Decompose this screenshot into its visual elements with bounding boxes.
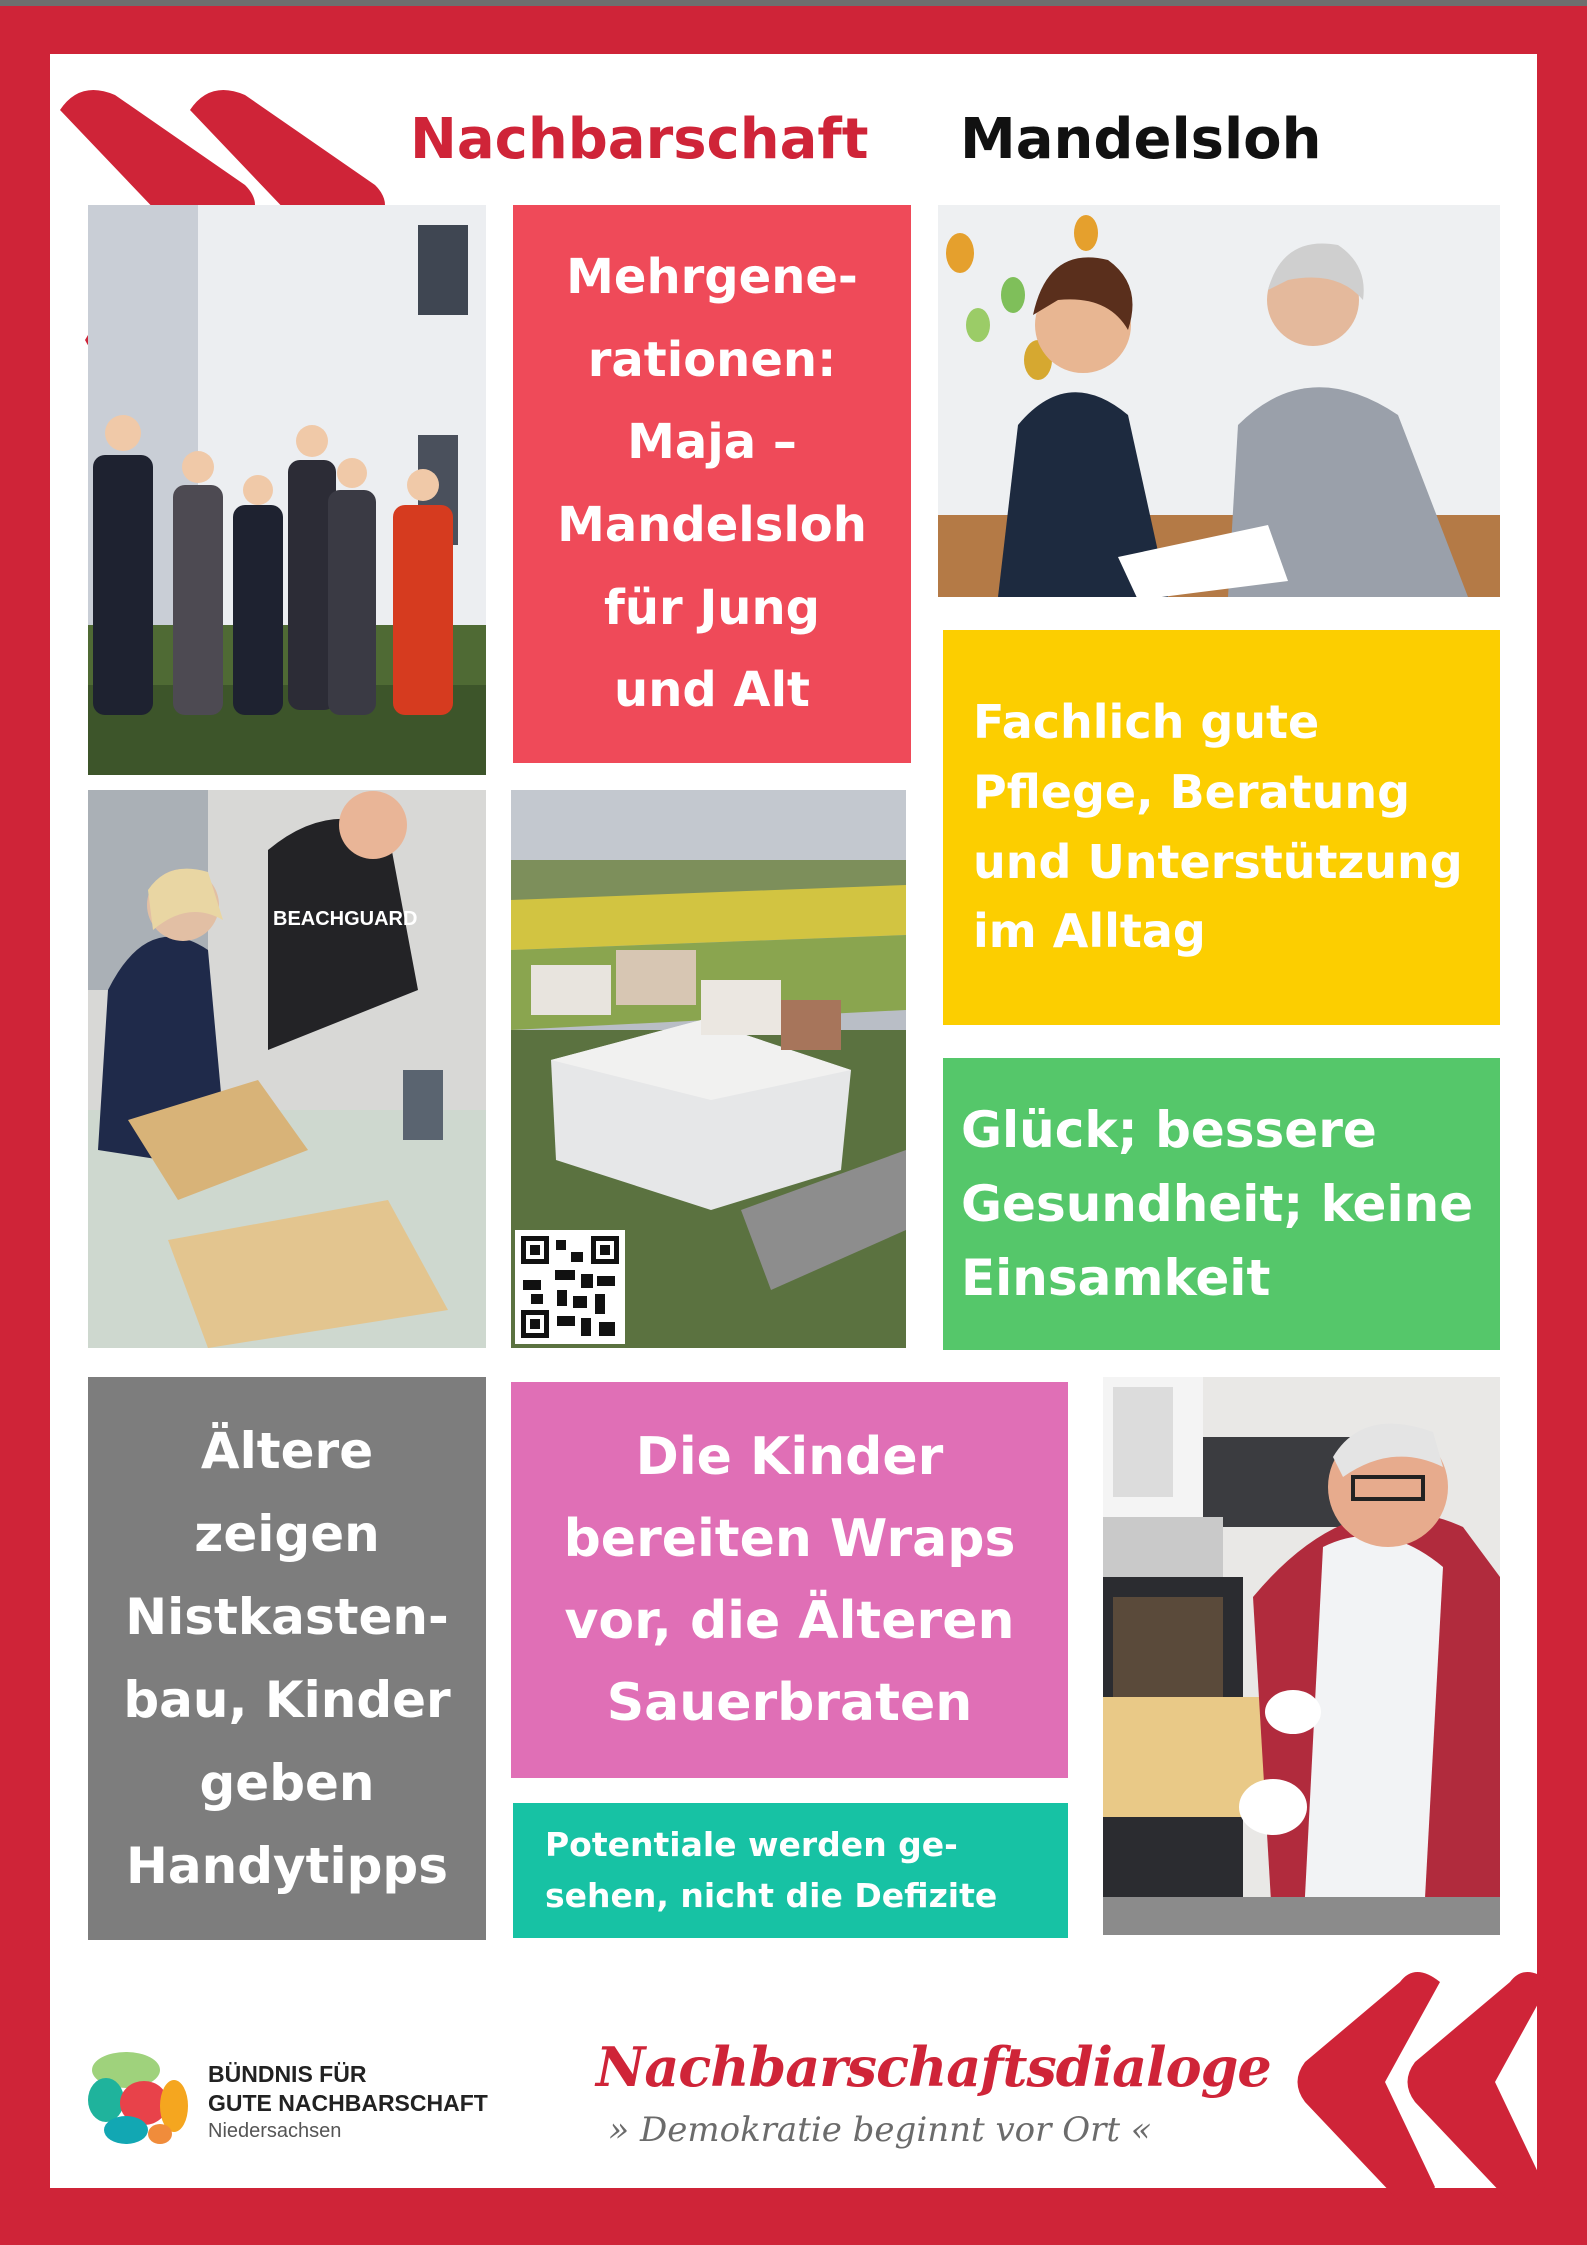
- shirt-print: BEACHGUARD: [273, 908, 418, 930]
- alliance-line-3: Niedersachsen: [208, 2119, 342, 2142]
- photo-women-table: [938, 205, 1500, 597]
- alliance-line-2: GUTE NACHBARSCHAFT: [208, 2090, 488, 2117]
- chevron-close-icon: [1275, 1962, 1555, 2212]
- dialogue-slogan: » Demokratie beginnt vor Ort «: [608, 2110, 1152, 2150]
- title-location: Mandelsloh: [960, 107, 1322, 172]
- box-potentials: Potentiale werden ge- sehen, nicht die Defizite: [513, 1803, 1068, 1938]
- photo-kitchen-cooking: [1103, 1377, 1500, 1935]
- box-cooking: Die Kinder bereiten Wraps vor, die Älteren Sauerbraten: [511, 1382, 1068, 1778]
- box-multigeneration: Mehrgene- rationen: Maja – Mandelsloh für Jung und Alt: [513, 205, 911, 763]
- top-strip: [0, 0, 1587, 6]
- photo-aerial-building: [511, 790, 906, 1348]
- alliance-line-1: BÜNDNIS FÜR: [208, 2061, 367, 2087]
- dialogue-title: Nachbarschaftsdialoge: [596, 2035, 1271, 2099]
- title-neighborhood: Nachbarschaft: [410, 107, 869, 172]
- photo-birdhouse-workshop: [88, 790, 486, 1348]
- box-birdhouse-phone-tips: Ältere zeigen Nistkasten- bau, Kinder geben Handytipps: [88, 1377, 486, 1940]
- alliance-logo-icon: [86, 2048, 190, 2146]
- box-care-advice: Fachlich gute Pflege, Beratung und Unterstützung im Alltag: [943, 630, 1500, 1025]
- box-happiness-health: Glück; bessere Gesundheit; keine Einsamkeit: [943, 1058, 1500, 1350]
- alliance-name: [208, 2060, 488, 2144]
- photo-group-outdoor: [88, 205, 486, 775]
